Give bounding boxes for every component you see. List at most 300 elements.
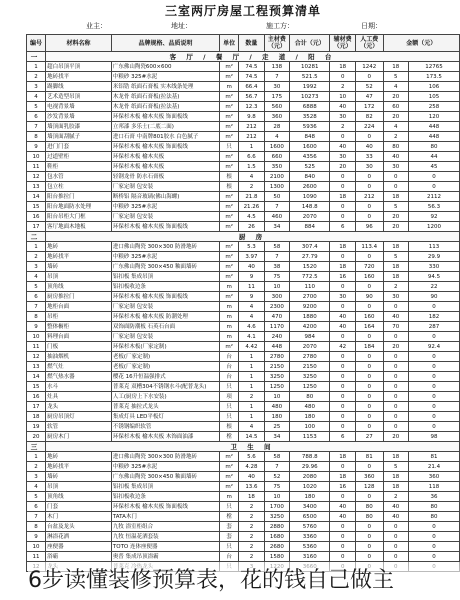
table-cell: 848 bbox=[290, 132, 330, 142]
table-cell: 1020 bbox=[290, 482, 330, 492]
table-cell: 顶角线 bbox=[46, 282, 112, 292]
table-cell: m² bbox=[220, 92, 239, 102]
table-cell: 0 bbox=[355, 462, 383, 472]
table-cell: 吊顶 bbox=[46, 272, 112, 282]
table-cell: 进门门套 bbox=[46, 142, 112, 152]
table-row bbox=[27, 352, 460, 362]
table-row bbox=[27, 302, 460, 312]
table-row bbox=[27, 512, 460, 522]
table-cell: 80 bbox=[408, 142, 459, 152]
table-cell: 100 bbox=[290, 422, 330, 432]
table-cell: 28 bbox=[264, 122, 289, 132]
table-cell: 门板 bbox=[46, 342, 112, 352]
table-cell: 17 bbox=[27, 222, 46, 232]
table-cell: 30 bbox=[355, 162, 383, 172]
table-row bbox=[27, 272, 460, 282]
table-cell: 1153 bbox=[290, 432, 330, 442]
table-cell: 2070 bbox=[290, 212, 330, 222]
table-cell: 7 bbox=[264, 202, 289, 212]
table-cell: 0 bbox=[408, 372, 459, 382]
table-cell: 1992 bbox=[290, 82, 330, 92]
table-cell: 0 bbox=[355, 492, 383, 502]
table-row bbox=[27, 112, 460, 122]
table-cell: m² bbox=[220, 72, 239, 82]
table-cell: 0 bbox=[355, 212, 383, 222]
table-cell: m² bbox=[220, 452, 239, 462]
table-cell: 4 bbox=[383, 122, 408, 132]
table-row bbox=[27, 502, 460, 512]
table-cell: m² bbox=[220, 482, 239, 492]
table-cell: 过道壁柜 bbox=[46, 152, 112, 162]
table-cell: 2 bbox=[330, 122, 355, 132]
table-cell: 0 bbox=[330, 352, 355, 362]
table-cell: 10 bbox=[27, 332, 46, 342]
table-cell: 34 bbox=[264, 222, 289, 232]
table-cell: 128 bbox=[355, 482, 383, 492]
table-header-row bbox=[27, 35, 460, 52]
table-cell: 30 bbox=[330, 152, 355, 162]
document-title: 三室两厅房屋工程预算清单 bbox=[164, 4, 321, 18]
table-cell: 台 bbox=[220, 362, 239, 372]
table-cell: 50 bbox=[264, 192, 289, 202]
table-cell: m² bbox=[220, 192, 239, 202]
table-cell: 10 bbox=[27, 152, 46, 162]
table-cell: 9 bbox=[27, 142, 46, 152]
table-cell: m² bbox=[220, 462, 239, 472]
table-cell: 18 bbox=[383, 272, 408, 282]
table-cell: 81 bbox=[355, 452, 383, 462]
table-row bbox=[27, 292, 460, 302]
section-header-row bbox=[27, 232, 460, 242]
table-cell: 套 bbox=[220, 532, 239, 542]
table-cell: 樱花 16升恒温强排式 bbox=[111, 372, 219, 382]
table-cell: 老板(厂家定制) bbox=[111, 362, 219, 372]
table-cell: 0 bbox=[383, 352, 408, 362]
table-cell: 2 bbox=[27, 252, 46, 262]
table-row bbox=[27, 432, 460, 442]
table-cell: 根 bbox=[220, 172, 239, 182]
table-cell: 广东佛山陶瓷 300×450 釉面墙砖 bbox=[111, 472, 219, 482]
table-row bbox=[27, 152, 460, 162]
table-cell: 普莱克 双槽304不锈钢水斗(配普龙头) bbox=[111, 382, 219, 392]
table-cell: 2 bbox=[27, 72, 46, 82]
table-cell: 113 bbox=[408, 242, 459, 252]
table-cell: 2 bbox=[239, 532, 264, 542]
header-cell: 编号 bbox=[27, 35, 46, 52]
table-cell: m² bbox=[220, 222, 239, 232]
table-cell: 113.4 bbox=[355, 242, 383, 252]
table-cell: 300 bbox=[264, 292, 289, 302]
table-cell: 门套 bbox=[46, 502, 112, 512]
table-cell: 1600 bbox=[290, 142, 330, 152]
table-cell: 20 bbox=[383, 342, 408, 352]
table-cell: 水斗 bbox=[46, 382, 112, 392]
table-cell: 5936 bbox=[290, 122, 330, 132]
table-cell: 台 bbox=[220, 352, 239, 362]
table-cell: 180 bbox=[290, 412, 330, 422]
section-title: 厨 房 bbox=[46, 232, 460, 242]
table-cell: 地砖找平 bbox=[46, 462, 112, 472]
table-cell: m² bbox=[220, 102, 239, 112]
table-cell: 3 bbox=[27, 472, 46, 482]
table-cell: 5360 bbox=[290, 542, 330, 552]
table-cell: 10 bbox=[264, 282, 289, 292]
table-row bbox=[27, 492, 460, 502]
table-cell: m² bbox=[220, 242, 239, 252]
table-cell: 40 bbox=[355, 142, 383, 152]
table-cell: m bbox=[220, 332, 239, 342]
table-cell: 1520 bbox=[290, 262, 330, 272]
table-cell: 只 bbox=[220, 142, 239, 152]
table-cell: 44 bbox=[408, 152, 459, 162]
table-cell: 双饰面防潮板 石英石台面 bbox=[111, 322, 219, 332]
table-cell: 172 bbox=[355, 102, 383, 112]
table-cell: 224 bbox=[355, 122, 383, 132]
table-cell: 18 bbox=[383, 452, 408, 462]
table-cell: 110 bbox=[290, 282, 330, 292]
table-row bbox=[27, 552, 460, 562]
table-cell: 进口佛山陶瓷 300×300 防滑地砖 bbox=[111, 242, 219, 252]
table-cell: 艺术造型吊顶 bbox=[46, 92, 112, 102]
table-row bbox=[27, 412, 460, 422]
section-number: 二 bbox=[27, 232, 46, 242]
table-cell: 4200 bbox=[290, 322, 330, 332]
table-cell: 普莱克 抽拉式龙头 bbox=[111, 402, 219, 412]
table-cell: 0 bbox=[330, 532, 355, 542]
table-cell: 173.5 bbox=[408, 72, 459, 82]
table-cell: 4.42 bbox=[239, 342, 264, 352]
table-cell: 720 bbox=[355, 262, 383, 272]
table-cell: 40 bbox=[383, 152, 408, 162]
table-cell: 9 bbox=[27, 532, 46, 542]
table-cell: 16 bbox=[330, 272, 355, 282]
table-cell: 66.4 bbox=[239, 82, 264, 92]
table-cell: 1 bbox=[239, 362, 264, 372]
table-cell: 9200 bbox=[290, 302, 330, 312]
table-cell: 电视背景墙 bbox=[46, 102, 112, 112]
table-cell: 1700 bbox=[264, 502, 289, 512]
table-cell: 0 bbox=[330, 462, 355, 472]
table-cell: 0 bbox=[383, 362, 408, 372]
table-cell: 0 bbox=[330, 422, 355, 432]
table-cell: 2780 bbox=[264, 352, 289, 362]
budget-table bbox=[26, 34, 460, 572]
table-cell: 厂家定制 包安装 bbox=[111, 182, 219, 192]
table-cell: 9.8 bbox=[239, 112, 264, 122]
table-cell: 中粮砂 325#水泥 bbox=[111, 252, 219, 262]
table-cell: 36 bbox=[408, 492, 459, 502]
table-cell: 14 bbox=[27, 192, 46, 202]
table-cell: 地砖找平 bbox=[46, 72, 112, 82]
table-cell: 18 bbox=[330, 472, 355, 482]
table-cell: 5760 bbox=[290, 522, 330, 532]
table-cell: 58 bbox=[264, 452, 289, 462]
table-cell: 4.5 bbox=[239, 212, 264, 222]
table-cell: 0 bbox=[330, 202, 355, 212]
table-cell: 350 bbox=[264, 162, 289, 172]
table-cell: 7 bbox=[27, 122, 46, 132]
table-cell: 环保杉木板 榆木夹板 木饰面油漆 bbox=[111, 432, 219, 442]
table-cell: 14.5 bbox=[239, 432, 264, 442]
table-cell: 广东佛山陶瓷600×600 bbox=[111, 62, 219, 72]
table-cell: m bbox=[220, 282, 239, 292]
section-title: 卫 生 间 bbox=[46, 442, 460, 452]
header-cell: 数量 bbox=[239, 35, 264, 52]
table-cell: 0 bbox=[330, 522, 355, 532]
table-cell: 20 bbox=[383, 432, 408, 442]
table-row bbox=[27, 72, 460, 82]
table-cell: 12 bbox=[27, 352, 46, 362]
table-cell: 180 bbox=[264, 412, 289, 422]
table-cell: 94.5 bbox=[408, 272, 459, 282]
table-cell: 0 bbox=[383, 552, 408, 562]
table-cell: 2080 bbox=[290, 472, 330, 482]
table-cell: 18 bbox=[383, 262, 408, 272]
table-cell: 环保杉木板 榆木夹板 饰面板线 bbox=[111, 142, 219, 152]
table-cell: 30 bbox=[330, 112, 355, 122]
table-row bbox=[27, 62, 460, 72]
table-cell: 20 bbox=[27, 432, 46, 442]
table-cell: 环保杉木板 榆木夹板 饰面板线 bbox=[111, 502, 219, 512]
table-cell: 360 bbox=[355, 472, 383, 482]
table-cell: 1.5 bbox=[239, 162, 264, 172]
table-cell: m² bbox=[220, 62, 239, 72]
table-cell: m² bbox=[220, 122, 239, 132]
table-cell: 27.79 bbox=[290, 252, 330, 262]
table-cell: 0 bbox=[408, 542, 459, 552]
table-row bbox=[27, 282, 460, 292]
table-cell: 包立柱 bbox=[46, 182, 112, 192]
table-cell: 74.5 bbox=[239, 72, 264, 82]
table-cell: 0 bbox=[383, 382, 408, 392]
table-cell: m² bbox=[220, 202, 239, 212]
table-row bbox=[27, 392, 460, 402]
date-label: 日期： bbox=[361, 22, 382, 30]
table-cell: 52 bbox=[264, 472, 289, 482]
table-cell: 4 bbox=[383, 82, 408, 92]
table-cell: 0 bbox=[408, 412, 459, 422]
table-cell: 18 bbox=[27, 412, 46, 422]
table-cell: 2150 bbox=[264, 362, 289, 372]
table-cell: 顶角线 bbox=[46, 492, 112, 502]
table-row bbox=[27, 372, 460, 382]
table-cell: 3160 bbox=[290, 552, 330, 562]
table-cell: 只 bbox=[220, 502, 239, 512]
table-cell: 台盆及龙头 bbox=[46, 522, 112, 532]
table-cell: 0 bbox=[330, 332, 355, 342]
table-cell: 11 bbox=[27, 342, 46, 352]
table-cell: 184 bbox=[355, 342, 383, 352]
table-cell: m² bbox=[220, 162, 239, 172]
table-row bbox=[27, 482, 460, 492]
table-cell: 0 bbox=[408, 302, 459, 312]
table-row bbox=[27, 182, 460, 192]
table-row bbox=[27, 312, 460, 322]
table-cell: 180 bbox=[290, 492, 330, 502]
table-cell: 20 bbox=[383, 112, 408, 122]
header-cell: 合计（元） bbox=[290, 35, 330, 52]
table-cell: 0 bbox=[330, 172, 355, 182]
table-cell: 18 bbox=[383, 192, 408, 202]
table-cell: 0 bbox=[408, 172, 459, 182]
table-cell: 4 bbox=[239, 172, 264, 182]
table-cell: 11 bbox=[27, 552, 46, 562]
table-cell: 燃气灶 bbox=[46, 362, 112, 372]
table-cell: 0 bbox=[383, 372, 408, 382]
table-cell: 0 bbox=[383, 402, 408, 412]
table-cell: 6.6 bbox=[239, 152, 264, 162]
table-cell: 6 bbox=[27, 292, 46, 302]
table-cell: 环保杉木板 榆木夹板 防潮处理 bbox=[111, 312, 219, 322]
table-cell: m² bbox=[220, 262, 239, 272]
table-cell: 40 bbox=[330, 512, 355, 522]
table-body bbox=[27, 52, 460, 572]
table-cell: 环保杉木板 榆木夹板 bbox=[111, 162, 219, 172]
table-cell: 1 bbox=[239, 382, 264, 392]
contractor-label: 施工方： bbox=[266, 22, 294, 30]
table-row bbox=[27, 222, 460, 232]
table-cell: 墙砖 bbox=[46, 262, 112, 272]
table-cell: 45 bbox=[408, 162, 459, 172]
table-cell: 5 bbox=[383, 72, 408, 82]
table-cell: 58 bbox=[264, 242, 289, 252]
table-cell: 1090 bbox=[290, 192, 330, 202]
table-row bbox=[27, 522, 460, 532]
table-cell: 人工(厨房上下水安装) bbox=[111, 392, 219, 402]
table-cell: 40 bbox=[330, 312, 355, 322]
table-cell: 1200 bbox=[408, 222, 459, 232]
table-cell: 墙砖 bbox=[46, 472, 112, 482]
table-cell: 0 bbox=[355, 382, 383, 392]
table-cell: 厨房推拉门 bbox=[46, 292, 112, 302]
table-cell: 38 bbox=[264, 262, 289, 272]
table-cell: 40 bbox=[239, 262, 264, 272]
table-cell: 0 bbox=[330, 382, 355, 392]
table-cell: 448 bbox=[408, 122, 459, 132]
table-cell: m² bbox=[220, 292, 239, 302]
table-cell: 118 bbox=[408, 482, 459, 492]
table-cell: 吊顶 bbox=[46, 482, 112, 492]
table-cell: 40 bbox=[330, 322, 355, 332]
table-cell: 29.9 bbox=[408, 252, 459, 262]
table-cell: 0 bbox=[355, 302, 383, 312]
table-cell: 120 bbox=[408, 112, 459, 122]
table-cell: 0 bbox=[408, 382, 459, 392]
table-cell: 九牧 恒温花洒套装 bbox=[111, 532, 219, 542]
table-cell: 212 bbox=[239, 132, 264, 142]
owner-label: 业主： bbox=[86, 22, 107, 30]
table-row bbox=[27, 422, 460, 432]
table-row bbox=[27, 342, 460, 352]
table-cell: TOTO 连体座便器 bbox=[111, 542, 219, 552]
table-cell: 212 bbox=[355, 192, 383, 202]
table-cell: 沙发背景墙 bbox=[46, 112, 112, 122]
table-cell: 8 bbox=[27, 312, 46, 322]
table-cell: 2 bbox=[27, 462, 46, 472]
table-cell: 4.6 bbox=[239, 322, 264, 332]
table-cell: 80 bbox=[355, 502, 383, 512]
table-cell: 2 bbox=[239, 522, 264, 532]
table-cell: 7 bbox=[264, 462, 289, 472]
table-cell: 0 bbox=[355, 332, 383, 342]
table-cell: 铝扣板收边条 bbox=[111, 282, 219, 292]
table-cell: 铝扣板 集成吊顶 bbox=[111, 482, 219, 492]
table-cell: 25 bbox=[264, 422, 289, 432]
table-cell: 448 bbox=[264, 342, 289, 352]
table-cell: 30 bbox=[264, 82, 289, 92]
table-cell: 160 bbox=[355, 312, 383, 322]
table-cell: 12.3 bbox=[239, 102, 264, 112]
table-cell: 6 bbox=[330, 222, 355, 232]
table-cell: 0 bbox=[383, 412, 408, 422]
table-cell: 12765 bbox=[408, 62, 459, 72]
table-cell: 2 bbox=[383, 282, 408, 292]
table-cell: 21.4 bbox=[408, 462, 459, 472]
table-cell: 0 bbox=[408, 402, 459, 412]
table-cell: 2880 bbox=[264, 522, 289, 532]
table-cell: 470 bbox=[264, 312, 289, 322]
budget-sheet bbox=[26, 0, 460, 600]
table-cell: 0 bbox=[330, 372, 355, 382]
table-cell: 浴霸 bbox=[46, 552, 112, 562]
table-cell: 2700 bbox=[290, 292, 330, 302]
table-cell: 0 bbox=[330, 542, 355, 552]
table-cell: 2 bbox=[239, 552, 264, 562]
table-cell: 98 bbox=[408, 432, 459, 442]
table-row bbox=[27, 472, 460, 482]
address-label: 地址： bbox=[171, 22, 192, 30]
table-cell: m² bbox=[220, 132, 239, 142]
table-cell: 木龙骨 纸面石膏板(拉法基) bbox=[111, 102, 219, 112]
table-cell: 80 bbox=[355, 512, 383, 522]
header-cell: 品牌规格、品质说明 bbox=[111, 35, 219, 52]
table-row bbox=[27, 402, 460, 412]
table-cell: 0 bbox=[383, 392, 408, 402]
table-cell: 3.97 bbox=[239, 252, 264, 262]
table-cell: 2150 bbox=[290, 362, 330, 372]
table-cell: m² bbox=[220, 152, 239, 162]
table-cell: 地柜台面 bbox=[46, 302, 112, 312]
table-cell: 16 bbox=[27, 392, 46, 402]
table-cell: 360 bbox=[264, 112, 289, 122]
table-cell: 轻钢龙骨 防水石膏板 bbox=[111, 172, 219, 182]
table-cell: 30 bbox=[330, 292, 355, 302]
table-row bbox=[27, 162, 460, 172]
table-cell: 5 bbox=[383, 252, 408, 262]
table-cell: 10 bbox=[27, 542, 46, 552]
table-cell: 18 bbox=[383, 62, 408, 72]
table-cell: 106 bbox=[408, 82, 459, 92]
table-cell: 1 bbox=[27, 62, 46, 72]
table-cell: 1 bbox=[239, 352, 264, 362]
table-cell: 7 bbox=[27, 302, 46, 312]
table-cell: 4 bbox=[27, 92, 46, 102]
table-cell: 80 bbox=[408, 502, 459, 512]
table-cell: 超白吊顶平顶 bbox=[46, 62, 112, 72]
table-cell: 3 bbox=[27, 82, 46, 92]
table-cell: 进口石膏 中南牌801胶水 白色腻子 bbox=[111, 132, 219, 142]
table-cell: 4 bbox=[239, 302, 264, 312]
table-cell: 铝扣板收边条 bbox=[111, 492, 219, 502]
table-cell: 18 bbox=[383, 482, 408, 492]
table-cell: 3250 bbox=[290, 372, 330, 382]
table-cell: 2 bbox=[239, 392, 264, 402]
table-cell: 660 bbox=[264, 152, 289, 162]
section-title: 客 厅 / 餐 厅 / 走 道 / 阳 台 bbox=[46, 52, 460, 62]
table-cell: 5 bbox=[27, 102, 46, 112]
table-cell: 4 bbox=[27, 482, 46, 492]
section-header-row bbox=[27, 52, 460, 62]
